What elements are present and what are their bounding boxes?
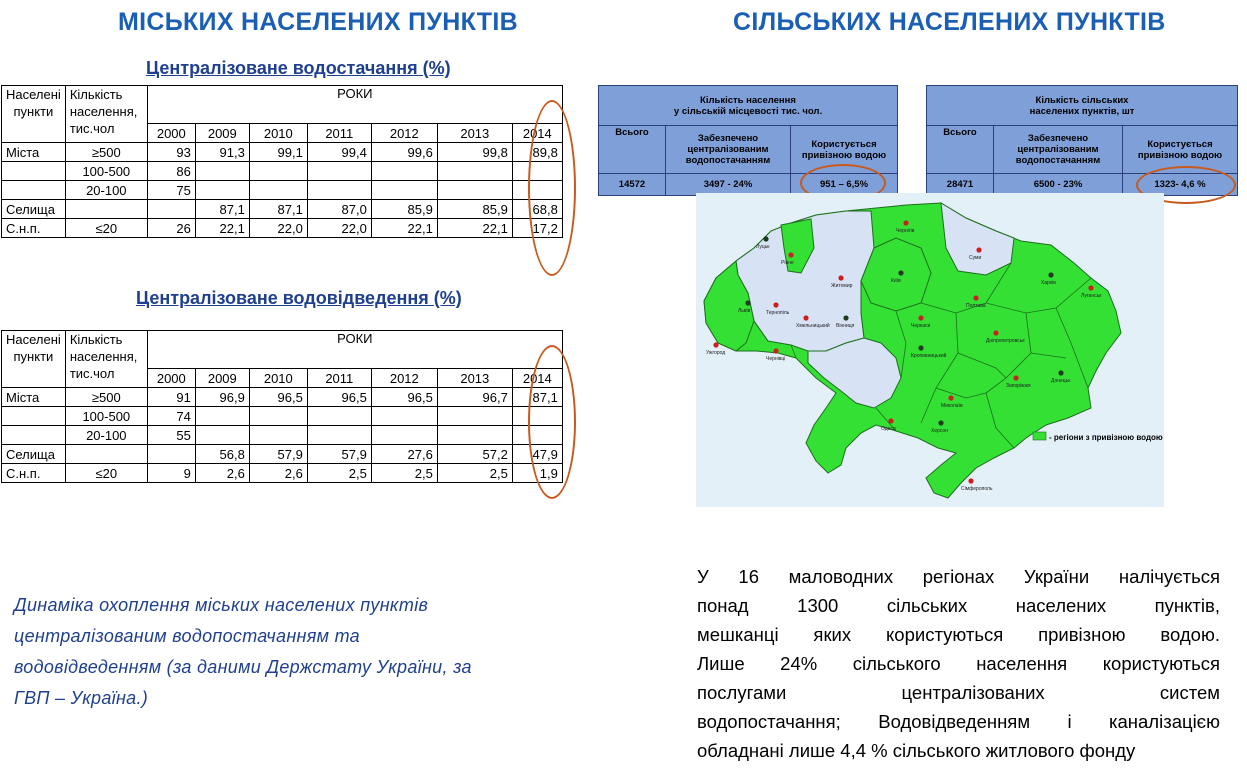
value-cell: 74 bbox=[147, 407, 195, 426]
value-cell: 86 bbox=[147, 162, 195, 181]
settlement-type: Селища bbox=[2, 200, 66, 219]
population-size bbox=[65, 445, 147, 464]
value-cell: 87,1 bbox=[512, 388, 562, 407]
value-cell: 96,9 bbox=[195, 388, 249, 407]
city-marker bbox=[1088, 285, 1093, 290]
year-cell: 2000 bbox=[147, 369, 195, 388]
population-size: ≥500 bbox=[65, 143, 147, 162]
city-marker bbox=[898, 270, 903, 275]
city-label: Ужгород bbox=[706, 350, 726, 356]
city-marker bbox=[1058, 370, 1063, 375]
value-cell bbox=[195, 181, 249, 200]
city-marker bbox=[903, 220, 908, 225]
ukraine-map bbox=[696, 193, 1164, 507]
city-marker bbox=[773, 302, 778, 307]
table-row bbox=[2, 426, 563, 445]
rural-pop-trucked: 951 – 6,5% bbox=[791, 174, 898, 196]
value-cell: 55 bbox=[147, 426, 195, 445]
city-label: Луганськ bbox=[1081, 293, 1102, 299]
value-cell: 87,0 bbox=[307, 200, 371, 219]
table-row bbox=[2, 445, 563, 464]
value-cell: 57,2 bbox=[437, 445, 512, 464]
water-supply-table bbox=[1, 85, 563, 238]
year-cell: 2000 bbox=[147, 124, 195, 143]
table-row bbox=[2, 181, 563, 200]
value-cell: 27,6 bbox=[371, 445, 437, 464]
year-cell: 2010 bbox=[249, 124, 307, 143]
city-marker bbox=[773, 348, 778, 353]
city-marker bbox=[763, 236, 768, 241]
city-marker bbox=[843, 315, 848, 320]
value-cell bbox=[147, 200, 195, 219]
city-marker bbox=[838, 275, 843, 280]
rural-settl-trucked-header: Користується привізною водою bbox=[1123, 126, 1238, 174]
value-cell: 26 bbox=[147, 219, 195, 238]
value-cell: 87,1 bbox=[195, 200, 249, 219]
city-marker bbox=[918, 345, 923, 350]
urban-heading: МІСЬКИХ НАСЕЛЕНИХ ПУНКТІВ bbox=[118, 8, 518, 36]
value-cell: 57,9 bbox=[307, 445, 371, 464]
city-marker bbox=[888, 418, 893, 423]
city-marker bbox=[918, 315, 923, 320]
map-legend: - регіони з привізною водою bbox=[1049, 433, 1163, 442]
value-cell: 9 bbox=[147, 464, 195, 483]
rural-settl-trucked: 1323- 4,6 % bbox=[1123, 174, 1238, 196]
header-population: Кількість населення, тис.чол bbox=[65, 86, 147, 143]
city-marker bbox=[948, 395, 953, 400]
value-cell: 47,9 bbox=[512, 445, 562, 464]
header-settlements: Населені пункти bbox=[2, 86, 66, 143]
city-label: Харків bbox=[1041, 280, 1056, 286]
value-cell bbox=[437, 162, 512, 181]
city-marker bbox=[993, 330, 998, 335]
table-row bbox=[2, 407, 563, 426]
value-cell: 22,0 bbox=[307, 219, 371, 238]
header-years: РОКИ bbox=[147, 331, 562, 369]
settlement-type: С.н.п. bbox=[2, 219, 66, 238]
year-cell: 2012 bbox=[371, 124, 437, 143]
value-cell: 75 bbox=[147, 181, 195, 200]
value-cell: 96,5 bbox=[371, 388, 437, 407]
city-label: Київ bbox=[891, 278, 901, 284]
value-cell: 22,1 bbox=[195, 219, 249, 238]
value-cell: 99,8 bbox=[437, 143, 512, 162]
city-marker bbox=[788, 252, 793, 257]
city-label: Житомир bbox=[831, 283, 853, 289]
rural-settl-total-header: Всього bbox=[927, 126, 994, 174]
rural-pop-trucked-header: Користується привізною водою bbox=[791, 126, 898, 174]
value-cell bbox=[249, 181, 307, 200]
value-cell bbox=[147, 445, 195, 464]
table-row bbox=[2, 162, 563, 181]
settlement-type bbox=[2, 162, 66, 181]
value-cell: 93 bbox=[147, 143, 195, 162]
city-label: Запоріжжя bbox=[1006, 383, 1031, 389]
population-size: 100-500 bbox=[65, 162, 147, 181]
rural-settl-title: Кількість сільських населених пунктів, шт bbox=[927, 86, 1238, 126]
header-population: Кількість населення, тис.чол bbox=[65, 331, 147, 388]
city-label: Чернівці bbox=[766, 356, 786, 362]
city-label: Луцьк bbox=[756, 244, 770, 250]
rural-pop-title: Кількість населення у сільській місцевості тис. чол. bbox=[599, 86, 898, 126]
city-label: Кропивницький bbox=[911, 353, 947, 359]
value-cell: 56,8 bbox=[195, 445, 249, 464]
year-cell: 2011 bbox=[307, 124, 371, 143]
population-size bbox=[65, 200, 147, 219]
year-cell: 2009 bbox=[195, 124, 249, 143]
value-cell: 2,5 bbox=[307, 464, 371, 483]
value-cell bbox=[437, 181, 512, 200]
city-label: Миколаїв bbox=[941, 403, 963, 409]
value-cell bbox=[437, 407, 512, 426]
value-cell: 96,5 bbox=[307, 388, 371, 407]
sewerage-table bbox=[1, 330, 563, 483]
value-cell bbox=[371, 181, 437, 200]
value-cell: 1,9 bbox=[512, 464, 562, 483]
settlement-type bbox=[2, 407, 66, 426]
city-label: Дніпропетровськ bbox=[986, 338, 1025, 344]
value-cell bbox=[371, 407, 437, 426]
value-cell bbox=[307, 162, 371, 181]
value-cell: 89,8 bbox=[512, 143, 562, 162]
city-label: Хмельницький bbox=[796, 323, 830, 329]
value-cell bbox=[371, 426, 437, 445]
settlement-type: С.н.п. bbox=[2, 464, 66, 483]
table-row bbox=[2, 388, 563, 407]
value-cell: 99,4 bbox=[307, 143, 371, 162]
value-cell bbox=[307, 426, 371, 445]
city-label: Черкаси bbox=[911, 323, 931, 329]
city-marker bbox=[713, 342, 718, 347]
value-cell: 96,7 bbox=[437, 388, 512, 407]
city-label: Сімферополь bbox=[961, 486, 993, 492]
highlight-oval bbox=[528, 345, 576, 499]
city-label: Суми bbox=[969, 255, 982, 261]
year-cell: 2010 bbox=[249, 369, 307, 388]
header-years: РОКИ bbox=[147, 86, 562, 124]
city-marker bbox=[968, 478, 973, 483]
population-size: 20-100 bbox=[65, 181, 147, 200]
population-size: ≤20 bbox=[65, 464, 147, 483]
year-cell: 2014 bbox=[512, 369, 562, 388]
value-cell bbox=[307, 407, 371, 426]
value-cell bbox=[371, 162, 437, 181]
value-cell bbox=[195, 162, 249, 181]
city-label: Вінниця bbox=[836, 323, 855, 329]
settlement-type bbox=[2, 181, 66, 200]
urban-dynamics-note: Динаміка охоплення міських населених пунктів централізованим водопостачанням та водовідведенням (за даними Держстату України, за ГВП – Україна.) bbox=[14, 595, 472, 708]
city-label: Полтава bbox=[966, 303, 986, 309]
value-cell bbox=[195, 407, 249, 426]
year-cell: 2012 bbox=[371, 369, 437, 388]
population-size: 100-500 bbox=[65, 407, 147, 426]
settlement-type: Міста bbox=[2, 143, 66, 162]
value-cell: 85,9 bbox=[371, 200, 437, 219]
value-cell: 99,1 bbox=[249, 143, 307, 162]
city-label: Чернігів bbox=[896, 228, 915, 234]
header-settlements: Населені пункти bbox=[2, 331, 66, 388]
city-marker bbox=[938, 420, 943, 425]
value-cell: 22,0 bbox=[249, 219, 307, 238]
value-cell: 2,6 bbox=[195, 464, 249, 483]
rural-pop-total-header: Всього bbox=[599, 126, 666, 174]
city-label: Рівне bbox=[781, 260, 794, 266]
year-cell: 2013 bbox=[437, 124, 512, 143]
settlement-type bbox=[2, 426, 66, 445]
value-cell: 85,9 bbox=[437, 200, 512, 219]
value-cell: 2,5 bbox=[371, 464, 437, 483]
value-cell: 22,1 bbox=[437, 219, 512, 238]
population-size: ≤20 bbox=[65, 219, 147, 238]
table-row bbox=[2, 464, 563, 483]
population-size: 20-100 bbox=[65, 426, 147, 445]
sewerage-title: Централізоване водовідведення (%) bbox=[136, 288, 462, 308]
value-cell bbox=[195, 426, 249, 445]
value-cell: 96,5 bbox=[249, 388, 307, 407]
year-cell: 2014 bbox=[512, 124, 562, 143]
rural-pop-total: 14572 bbox=[599, 174, 666, 196]
value-cell bbox=[437, 426, 512, 445]
value-cell: 17,2 bbox=[512, 219, 562, 238]
city-marker bbox=[973, 295, 978, 300]
highlight-oval bbox=[528, 100, 576, 276]
value-cell: 2,6 bbox=[249, 464, 307, 483]
value-cell bbox=[307, 181, 371, 200]
settlement-type: Міста bbox=[2, 388, 66, 407]
city-label: Донецьк bbox=[1051, 378, 1071, 384]
value-cell bbox=[249, 162, 307, 181]
value-cell: 22,1 bbox=[371, 219, 437, 238]
value-cell: 68,8 bbox=[512, 200, 562, 219]
value-cell: 57,9 bbox=[249, 445, 307, 464]
year-cell: 2009 bbox=[195, 369, 249, 388]
value-cell: 91,3 bbox=[195, 143, 249, 162]
table-row bbox=[2, 200, 563, 219]
rural-pop-central-header: Забезпечено централізованим водопостачанням bbox=[666, 126, 791, 174]
year-cell: 2013 bbox=[437, 369, 512, 388]
year-cell: 2011 bbox=[307, 369, 371, 388]
city-marker bbox=[976, 247, 981, 252]
legend-swatch bbox=[1033, 432, 1046, 440]
city-label: Херсон bbox=[931, 428, 948, 434]
settlement-type: Селища bbox=[2, 445, 66, 464]
rural-settl-central: 6500 - 23% bbox=[994, 174, 1123, 196]
rural-settl-central-header: Забезпечено централізованим водопостачанням bbox=[994, 126, 1123, 174]
city-label: Тернопіль bbox=[766, 310, 790, 316]
population-size: ≥500 bbox=[65, 388, 147, 407]
value-cell: 99,6 bbox=[371, 143, 437, 162]
rural-summary-paragraph: У 16 маловодних регіонах України налічується понад 1300 сільських населених пунктів, мешканці яких користуються привізною водою. Лише 24% сільського населення користуються послугами централізованих систем водопостачання; Водовідведенням і каналізацією обладнані лише 4,4 % сільського житлового фонду bbox=[697, 566, 1220, 761]
rural-settl-total: 28471 bbox=[927, 174, 994, 196]
value-cell: 2,5 bbox=[437, 464, 512, 483]
city-marker bbox=[1048, 272, 1053, 277]
water-supply-title: Централізоване водостачання (%) bbox=[146, 58, 451, 78]
city-marker bbox=[745, 300, 750, 305]
value-cell bbox=[249, 426, 307, 445]
value-cell: 87,1 bbox=[249, 200, 307, 219]
table-row bbox=[2, 219, 563, 238]
rural-pop-central: 3497 - 24% bbox=[666, 174, 791, 196]
city-marker bbox=[803, 315, 808, 320]
table-row bbox=[2, 143, 563, 162]
city-label: Львів bbox=[738, 308, 751, 314]
value-cell: 91 bbox=[147, 388, 195, 407]
city-label: Одеса bbox=[881, 426, 896, 432]
rural-heading: СІЛЬСЬКИХ НАСЕЛЕНИХ ПУНКТІВ bbox=[733, 8, 1166, 36]
city-marker bbox=[1013, 375, 1018, 380]
value-cell bbox=[249, 407, 307, 426]
